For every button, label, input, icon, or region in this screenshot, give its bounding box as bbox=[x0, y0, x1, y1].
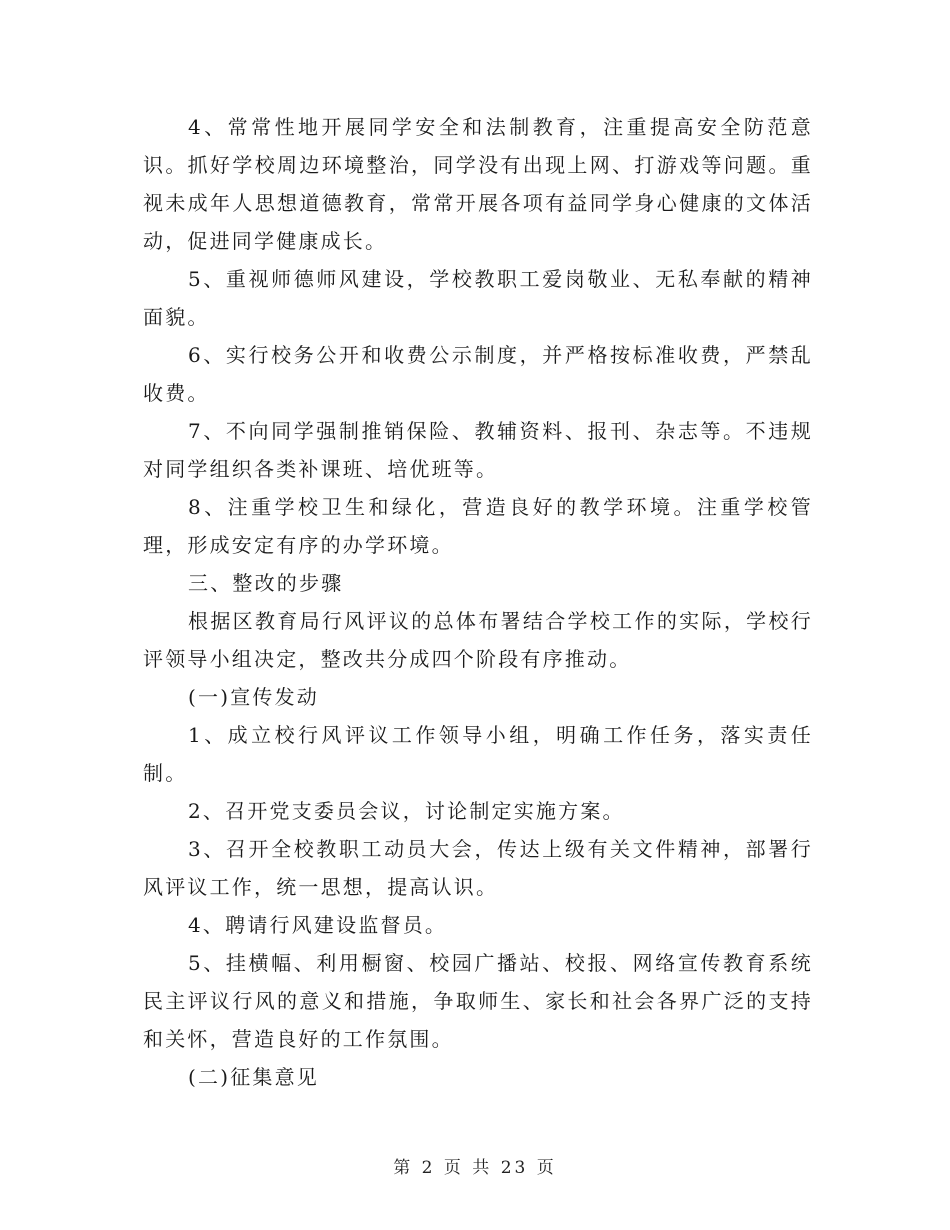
paragraph-item-4-safety: 4、常常性地开展同学安全和法制教育，注重提高安全防范意识。抓好学校周边环境整治，同学没有出现上网、打游戏等问题。重视未成年人思想道德教育，常常开展各项有益同学身心健康的文体活动，促进同学健康成长。 bbox=[143, 115, 813, 253]
document-body bbox=[143, 108, 813, 1096]
paragraph-item-6-fees: 6、实行校务公开和收费公示制度，并严格按标准收费，严禁乱收费。 bbox=[143, 343, 813, 405]
paragraph-intro-stages: 根据区教育局行风评议的总体布署结合学校工作的实际，学校行评领导小组决定，整改共分成四个阶段有序推动。 bbox=[143, 609, 813, 671]
page-number-footer: 第 2 页 共 23 页 bbox=[393, 1158, 557, 1178]
paragraph-item-8-environment: 8、注重学校卫生和绿化，营造良好的教学环境。注重学校管理，形成安定有序的办学环境。 bbox=[143, 495, 813, 557]
paragraph-step-1: 1、成立校行风评议工作领导小组，明确工作任务，落实责任制。 bbox=[143, 723, 813, 785]
paragraph-item-5-ethics: 5、重视师德师风建设，学校教职工爱岗敬业、无私奉献的精神面貌。 bbox=[143, 267, 813, 329]
section-heading-rectification-steps: 三、整改的步骤 bbox=[188, 571, 344, 595]
paragraph-item-7-no-forced-sales: 7、不向同学强制推销保险、教辅资料、报刊、杂志等。不违规对同学组织各类补课班、培优班等。 bbox=[143, 419, 813, 481]
subheading-publicity: (一)宣传发动 bbox=[188, 685, 320, 709]
paragraph-step-3: 3、召开全校教职工动员大会，传达上级有关文件精神，部署行风评议工作，统一思想，提高认识。 bbox=[143, 837, 813, 899]
subheading-collect-opinions: (二)征集意见 bbox=[188, 1065, 320, 1089]
paragraph-step-5: 5、挂横幅、利用橱窗、校园广播站、校报、网络宣传教育系统民主评议行风的意义和措施，争取师生、家长和社会各界广泛的支持和关怀，营造良好的工作氛围。 bbox=[143, 951, 813, 1051]
paragraph-step-2: 2、召开党支委员会议，讨论制定实施方案。 bbox=[188, 799, 625, 823]
paragraph-step-4: 4、聘请行风建设监督员。 bbox=[188, 913, 448, 937]
